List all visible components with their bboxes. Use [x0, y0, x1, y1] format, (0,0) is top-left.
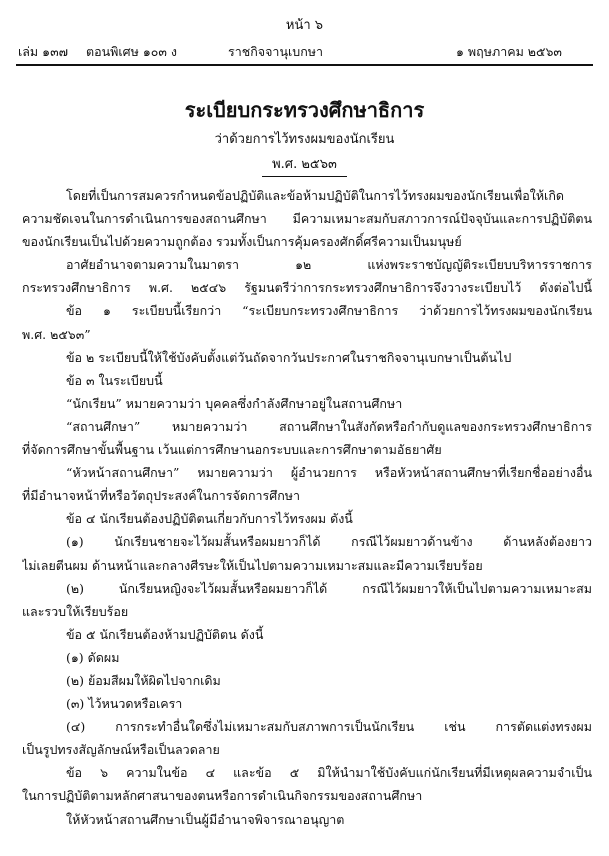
body-line: “นักเรียน” หมายความว่า บุคคลซึ่งกำลังศึกษาอยู่ในสถานศึกษา: [66, 395, 403, 411]
document-title: ระเบียบกระทรวงศึกษาธิการ: [184, 98, 425, 122]
document-body: [22, 184, 592, 831]
body-line: (๒) นักเรียนหญิงจะไว้ผมสั้นหรือผมยาวก็ได้ กรณีไว้ผมยาวให้เป็นไปตามความเหมาะสม: [66, 580, 592, 596]
volume-number: เล่ม ๑๓๗: [18, 44, 69, 59]
body-line: เป็นรูปทรงสัญลักษณ์หรือเป็นลวดลาย: [22, 742, 220, 758]
page-number: หน้า ๖: [285, 18, 324, 33]
body-line: ข้อ ๒ ระเบียบนี้ให้ใช้บังคับตั้งแต่วันถัดจากวันประกาศในราชกิจจานุเบกษาเป็นต้นไป: [66, 349, 512, 365]
body-line: ข้อ ๓ ในระเบียบนี้: [66, 372, 163, 388]
body-line: ของนักเรียนเป็นไปด้วยความถูกต้อง รวมทั้งเป็นการคุ้มครองศักดิ์ศรีความเป็นมนุษย์: [22, 234, 462, 250]
document-subtitle: ว่าด้วยการไว้ทรงผมของนักเรียน: [214, 132, 395, 147]
body-line: พ.ศ. ๒๕๖๓”: [22, 326, 91, 342]
publication-date: ๑ พฤษภาคม ๒๕๖๓: [456, 44, 562, 59]
body-line: ไม่เลยตีนผม ด้านหน้าและกลางศีรษะให้เป็นไปตามความเหมาะสมและมีความเรียบร้อย: [22, 557, 483, 573]
body-line: (๒) ย้อมสีผมให้ผิดไปจากเดิม: [66, 672, 221, 688]
body-line: ความชัดเจนในการดำเนินการของสถานศึกษา มีความเหมาะสมกับสภาวการณ์ปัจจุบันและการปฏิบัติตน: [22, 211, 592, 227]
body-line: (๑) ดัดผม: [66, 649, 120, 665]
body-line: ข้อ ๔ นักเรียนต้องปฏิบัติตนเกี่ยวกับการไว้ทรงผม ดังนี้: [66, 511, 353, 527]
body-line: กระทรวงศึกษาธิการ พ.ศ. ๒๕๔๖ รัฐมนตรีว่าการกระทรวงศึกษาธิการจึงวางระเบียบไว้ ดังต่อไปนี้: [22, 280, 592, 296]
body-line: อาศัยอำนาจตามความในมาตรา ๑๒ แห่งพระราชบัญญัติระเบียบบริหารราชการ: [66, 257, 592, 273]
body-line: (๔) การกระทำอื่นใดซึ่งไม่เหมาะสมกับสภาพการเป็นนักเรียน เช่น การตัดแต่งทรงผม: [66, 719, 592, 735]
body-line: (๓) ไว้หนวดหรือเครา: [66, 696, 183, 712]
special-section: ตอนพิเศษ ๑๐๓ ง: [86, 44, 178, 59]
body-line: “หัวหน้าสถานศึกษา” หมายความว่า ผู้อำนวยการ หรือหัวหน้าสถานศึกษาที่เรียกชื่ออย่างอื่น: [66, 465, 592, 481]
header-divider: [16, 64, 593, 66]
body-line: โดยที่เป็นการสมควรกำหนดข้อปฏิบัติและข้อห้ามปฏิบัติในการไว้ทรงผมของนักเรียนเพื่อให้เกิด: [66, 188, 565, 203]
body-line: ในการปฏิบัติตามหลักศาสนาของตนหรือการดำเนินกิจกรรมของสถานศึกษา: [22, 788, 423, 804]
body-line: ที่จัดการศึกษาขั้นพื้นฐาน เว้นแต่การศึกษานอกระบบและการศึกษาตามอัธยาศัย: [22, 442, 442, 458]
title-divider: [262, 176, 347, 177]
body-line: “สถานศึกษา” หมายความว่า สถานศึกษาในสังกัดหรือกำกับดูแลของกระทรวงศึกษาธิการ: [66, 418, 592, 434]
gazette-name: ราชกิจจานุเบกษา: [228, 44, 324, 59]
body-line: ข้อ ๖ ความในข้อ ๔ และข้อ ๕ มิให้นำมาใช้บังคับแก่นักเรียนที่มีเหตุผลความจำเป็น: [66, 765, 592, 781]
body-line: ข้อ ๕ นักเรียนต้องห้ามปฏิบัติตน ดังนี้: [66, 626, 264, 642]
body-line: ให้หัวหน้าสถานศึกษาเป็นผู้มีอำนาจพิจารณาอนุญาต: [66, 811, 345, 827]
document-year: พ.ศ. ๒๕๖๓: [272, 157, 337, 172]
body-line: และรวบให้เรียบร้อย: [22, 603, 129, 619]
body-line: ที่มีอำนาจหน้าที่หรือวัตถุประสงค์ในการจัดการศึกษา: [22, 488, 301, 504]
body-line: (๑) นักเรียนชายจะไว้ผมสั้นหรือผมยาวก็ได้ กรณีไว้ผมยาวด้านข้าง ด้านหลังต้องยาว: [66, 534, 592, 550]
gazette-header: [0, 42, 609, 60]
body-line: ข้อ ๑ ระเบียบนี้เรียกว่า “ระเบียบกระทรวงศึกษาธิการ ว่าด้วยการไว้ทรงผมของนักเรียน: [66, 303, 592, 319]
